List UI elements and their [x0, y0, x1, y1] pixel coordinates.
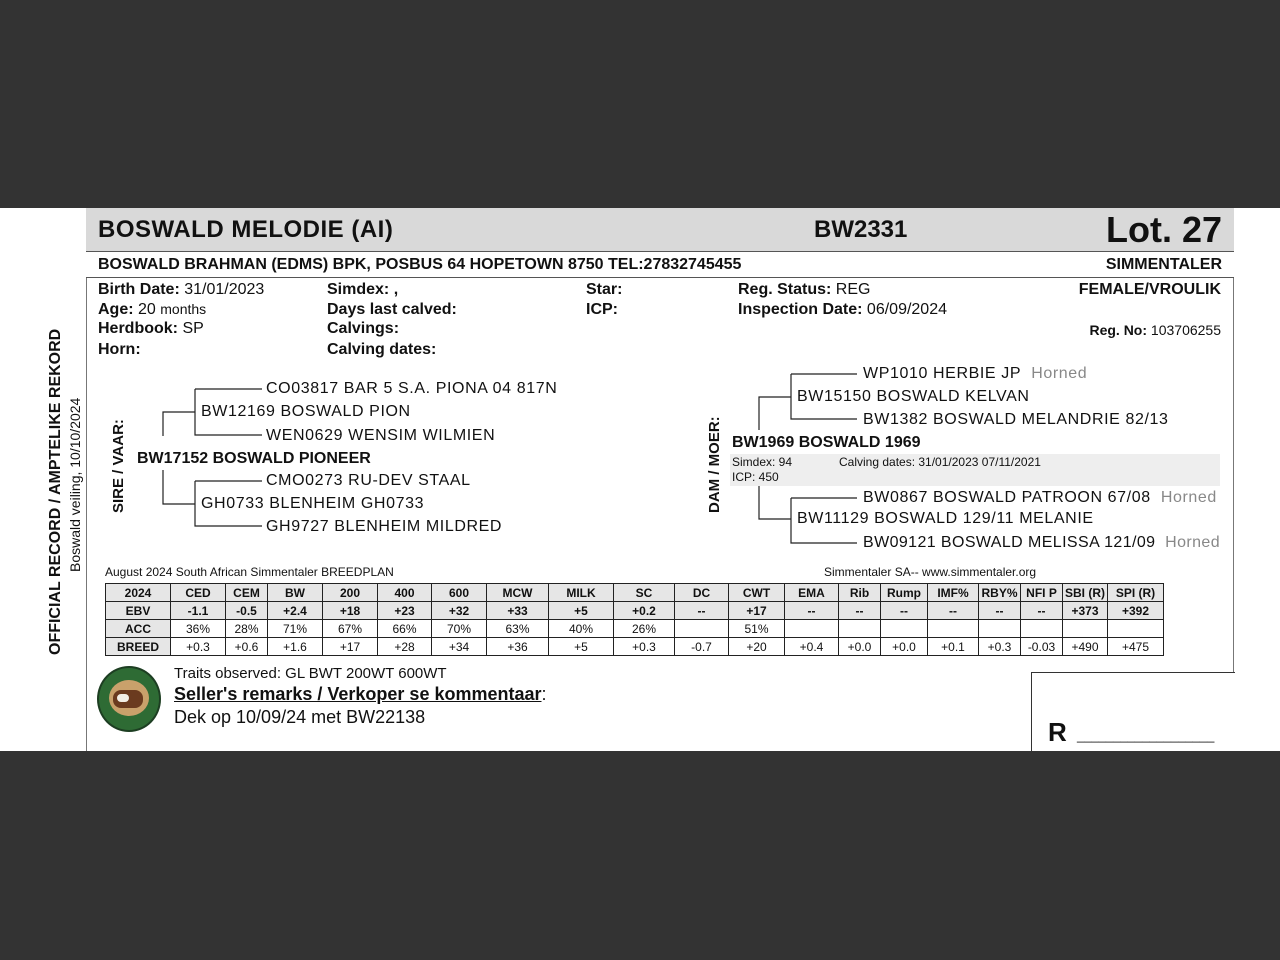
dam-sire-dam: BW1382 BOSWALD MELANDRIE 82/13 [863, 411, 1169, 428]
animal-id: BW2331 [814, 216, 908, 243]
animal-name: BOSWALD MELODIE (AI) [98, 216, 394, 243]
dam-dam-dam: BW09121 BOSWALD MELISSA 121/09 Horned [863, 534, 1221, 551]
dam-details [730, 454, 1220, 486]
price-box [1031, 672, 1235, 751]
breed-name: SIMMENTALER [1105, 256, 1222, 273]
dam-sire-sire: WP1010 HERBIE JP Horned [863, 365, 1088, 382]
dam-sire: BW15150 BOSWALD KELVAN [797, 388, 1030, 405]
ebv-row: EBV -1.1 -0.5 +2.4 +18 +23 +32 +33 +5 +0.2 -- +17 -- -- -- -- -- -- +373 +392 [106, 602, 1164, 620]
sire-name: BW17152 BOSWALD PIONEER [137, 450, 371, 467]
reg-no: Reg. No: 103706255 [1089, 322, 1221, 338]
dam-icp: ICP: 450 [732, 470, 779, 484]
dam-name: BW1969 BOSWALD 1969 [732, 434, 921, 451]
lot-card [0, 208, 1280, 751]
age: Age: 20 months [98, 301, 207, 318]
days-last-calved: Days last calved: [327, 301, 457, 318]
breedplan-site: Simmentaler SA-- www.simmentaler.org [824, 565, 1037, 579]
sire-sire: BW12169 BOSWALD PION [201, 403, 411, 420]
dam-dam-sire: BW0867 BOSWALD PATROON 67/08 Horned [863, 489, 1217, 506]
ebv-table [105, 583, 1164, 656]
breed-row: BREED +0.3 +0.6 +1.6 +17 +28 +34 +36 +5 +0.3 -0.7 +20 +0.4 +0.0 +0.0 +0.1 +0.3 -0.03 +490 +475 [106, 638, 1164, 656]
lot-number: Lot. 27 [1105, 209, 1222, 250]
birth-date: Birth Date: 31/01/2023 [98, 281, 265, 298]
sire-label: SIRE / VAAR: [110, 419, 127, 513]
traits-observed: Traits observed: GL BWT 200WT 600WT [174, 665, 447, 682]
herdbook: Herdbook: SP [98, 320, 204, 337]
dam-label: DAM / MOER: [706, 416, 723, 513]
sire-sire-dam: WEN0629 WENSIM WILMIEN [266, 427, 496, 444]
sire-dam: GH0733 BLENHEIM GH0733 [201, 495, 425, 512]
reg-status: Reg. Status: REG [738, 281, 871, 298]
seller-remarks: Dek op 10/09/24 met BW22138 [174, 707, 426, 727]
seller-remarks-heading: Seller's remarks / Verkoper se kommentaar: [174, 684, 547, 704]
inspection-date: Inspection Date: 06/09/2024 [738, 301, 947, 318]
ebv-header-row: 2024 CED CEM BW 200 400 600 MCW MILK SC DC CWT EMA Rib Rump IMF% RBY% NFI P SBI (R) SPI (R) [106, 584, 1164, 602]
acc-row: ACC 36% 28% 71% 67% 66% 70% 63% 40% 26% 51% [106, 620, 1164, 638]
price-currency: R [1048, 717, 1067, 747]
star: Star: [586, 281, 623, 298]
price-line[interactable]: ___________________ [1077, 728, 1215, 743]
icp: ICP: [586, 301, 618, 318]
dam-calving-dates: Calving dates: 31/01/2023 07/11/2021 [839, 455, 1041, 469]
horn: Horn: [98, 341, 141, 358]
breedplan-title: August 2024 South African Simmentaler BREEDPLAN [105, 565, 394, 579]
official-record-label: OFFICIAL RECORD / AMPTELIKE REKORD [47, 328, 64, 655]
simmentaler-logo-icon [97, 666, 161, 732]
calving-dates: Calving dates: [327, 341, 437, 358]
sale-label: Boswald veiling, 10/10/2024 [67, 397, 83, 572]
dam-dam: BW11129 BOSWALD 129/11 MELANIE [797, 510, 1094, 527]
calvings: Calvings: [327, 320, 400, 337]
dam-simdex: Simdex: 94 [732, 455, 793, 469]
sire-dam-sire: CMO0273 RU-DEV STAAL [266, 472, 471, 489]
breeder-line: BOSWALD BRAHMAN (EDMS) BPK, POSBUS 64 HOPETOWN 8750 TEL:27832745455 [98, 256, 742, 273]
simdex: Simdex: , [327, 281, 399, 298]
sire-sire-sire: CO03817 BAR 5 S.A. PIONA 04 817N [266, 380, 558, 397]
sex: FEMALE/VROULIK [1078, 281, 1221, 298]
sire-dam-dam: GH9727 BLENHEIM MILDRED [266, 518, 503, 535]
